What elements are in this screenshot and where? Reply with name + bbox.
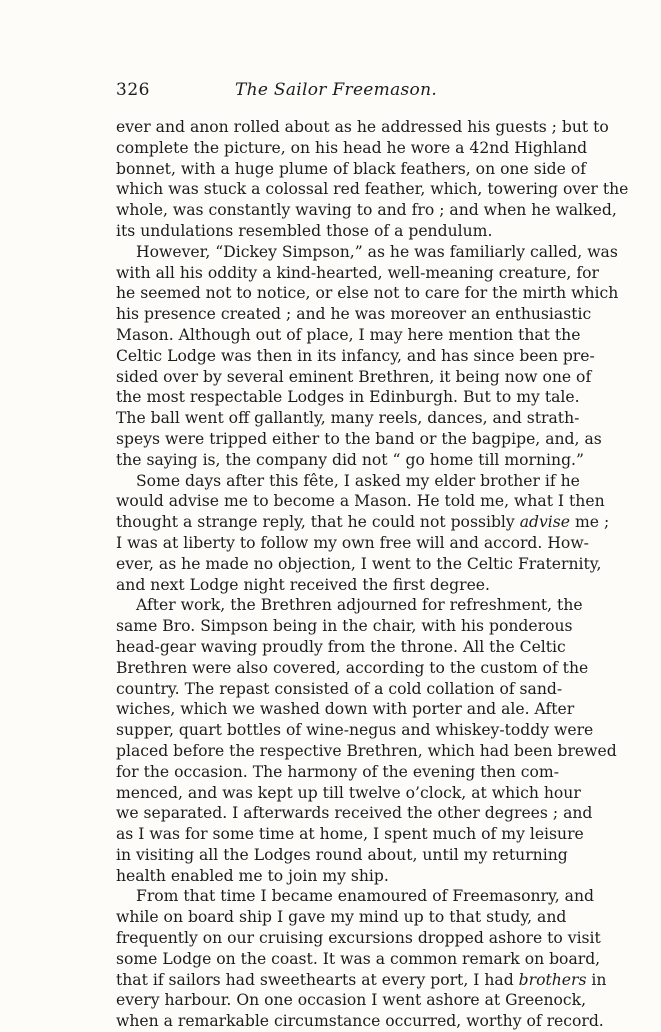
text-line: with all his oddity a kind-hearted, well-meaning creature, for <box>116 263 599 282</box>
text-line: Some days after this fête, I asked my elder brother if he <box>136 471 580 490</box>
text-line: I was at liberty to follow my own free will and accord. How- <box>116 533 589 552</box>
text-line: After work, the Brethren adjourned for refreshment, the <box>136 596 583 615</box>
text-line: same Bro. Simpson being in the chair, with his ponderous <box>116 617 573 636</box>
text-line: while on board ship I gave my mind up to that study, and <box>116 908 567 927</box>
text-line: the saying is, the company did not “ go home till morning.” <box>116 450 584 469</box>
page-header <box>116 80 556 102</box>
text-line: for the occasion. The harmony of the evening then com- <box>116 762 559 781</box>
text-line: wiches, which we washed down with porter and ale. After <box>116 700 575 719</box>
text-line: sided over by several eminent Brethren, it being now one of <box>116 367 592 386</box>
text-line: whole, was constantly waving to and fro ; and when he walked, <box>116 201 617 220</box>
text-line: Celtic Lodge was then in its infancy, and has since been pre- <box>116 346 595 365</box>
text-line: some Lodge on the coast. It was a common remark on board, <box>116 949 601 968</box>
page-number: 326 <box>116 80 150 100</box>
italic-word: advise <box>519 513 571 532</box>
text-line: menced, and was kept up till twelve o’clock, at which hour <box>116 783 581 802</box>
text-line: would advise me to become a Mason. He told me, what I then <box>116 492 605 511</box>
text-line: the most respectable Lodges in Edinburgh. But to my tale. <box>116 388 580 407</box>
text-line: frequently on our cruising excursions dropped ashore to visit <box>116 929 601 948</box>
text-line: its undulations resembled those of a pendulum. <box>116 221 493 240</box>
text-line: Mason. Although out of place, I may here mention that the <box>116 325 581 344</box>
text-line: when a remarkable circumstance occurred, worthy of record. <box>116 1012 604 1031</box>
text-line: and next Lodge night received the first degree. <box>116 575 490 594</box>
text-line: placed before the respective Brethren, which had been brewed <box>116 741 617 760</box>
text-line: that if sailors had sweethearts at every port, I had brothers in <box>116 970 607 989</box>
text-line: as I was for some time at home, I spent much of my leisure <box>116 825 584 844</box>
italic-word: brothers <box>518 970 587 989</box>
text-line: which was stuck a colossal red feather, which, towering over the <box>116 180 629 199</box>
body-text <box>116 117 629 1032</box>
text-line: head-gear waving proudly from the throne. All the Celtic <box>116 637 566 656</box>
text-line: his presence created ; and he was moreover an enthusiastic <box>116 305 592 324</box>
text-line: health enabled me to join my ship. <box>116 866 389 885</box>
text-line: every harbour. On one occasion I went ashore at Greenock, <box>116 991 587 1010</box>
text-line: However, “Dickey Simpson,” as he was familiarly called, was <box>136 242 618 261</box>
text-line: he seemed not to notice, or else not to care for the mirth which <box>116 284 619 303</box>
text-line: speys were tripped either to the band or the bagpipe, and, as <box>116 429 602 448</box>
running-title: The Sailor Freemason. <box>234 80 438 100</box>
text-line: country. The repast consisted of a cold collation of sand- <box>116 679 563 698</box>
text-line: ever and anon rolled about as he addressed his guests ; but to <box>116 118 609 136</box>
text-line: Brethren were also covered, according to the custom of the <box>116 658 589 677</box>
text-line: thought a strange reply, that he could not possibly advise me ; <box>116 513 610 532</box>
text-line: The ball went off gallantly, many reels, dances, and strath- <box>116 409 580 428</box>
text-line: From that time I became enamoured of Freemasonry, and <box>136 887 594 906</box>
text-line: in visiting all the Lodges round about, until my returning <box>116 845 568 864</box>
text-line: bonnet, with a huge plume of black feathers, on one side of <box>116 159 587 178</box>
text-line: ever, as he made no objection, I went to the Celtic Fraternity, <box>116 554 602 573</box>
text-line: we separated. I afterwards received the other degrees ; and <box>116 804 593 823</box>
text-line: supper, quart bottles of wine-negus and whiskey-toddy were <box>116 721 594 740</box>
text-line: complete the picture, on his head he wore a 42nd Highland <box>116 138 588 157</box>
